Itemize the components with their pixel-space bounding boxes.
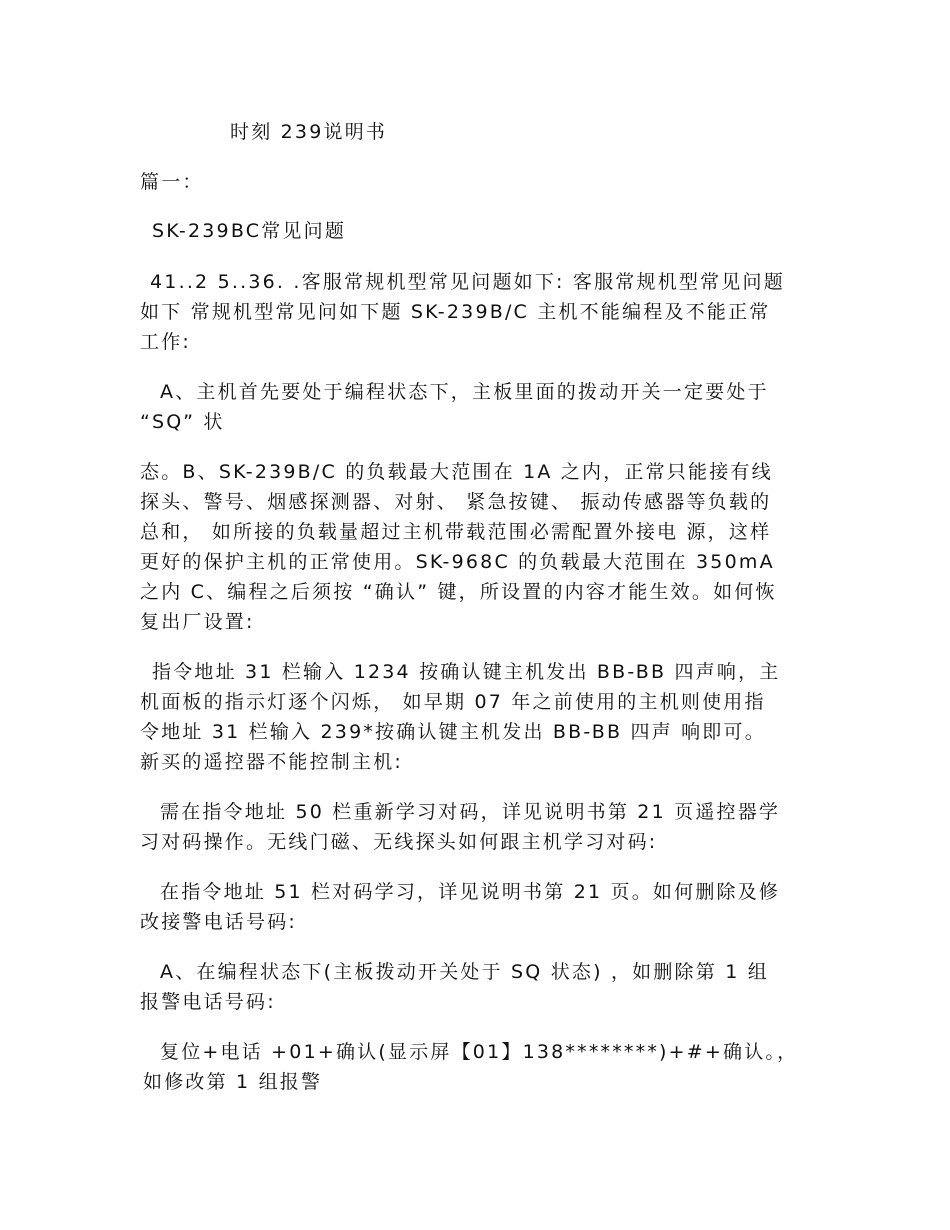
paragraph-line: 总和， 如所接的负载量超过主机带载范围必需配置外接电 源，这样 xyxy=(140,521,772,543)
section-heading: 篇一： xyxy=(140,171,204,193)
paragraph-line: 探头、警号、烟感探测器、对射、 紧急按键、 振动传感器等负载的 xyxy=(140,491,772,513)
paragraph-line: 在指令地址 51 栏对码学习，详见说明书第 21 页。如何删除及修 xyxy=(160,881,781,903)
paragraph-line: 41..2 5..36. .客服常规机型常见问题如下: 客服常规机型常见问题 xyxy=(150,271,785,293)
paragraph-line: “SQ” 状 xyxy=(140,411,225,433)
paragraph-line: 复位+电话 +01+确认(显示屏【01】138********)+#+确认。， xyxy=(160,1041,799,1063)
paragraph-line: A、主机首先要处于编程状态下，主板里面的拨动开关一定要处于 xyxy=(160,381,769,403)
paragraph-line: 改接警电话号码: xyxy=(140,911,298,933)
paragraph-line: 工作: xyxy=(140,331,192,353)
document-title: 时刻 239说明书 xyxy=(230,121,388,143)
paragraph-line: 需在指令地址 50 栏重新学习对码，详见说明书第 21 页遥控器学 xyxy=(160,801,781,823)
paragraph-line: 更好的保护主机的正常使用。SK-968C 的负载最大范围在 350mA xyxy=(140,551,775,573)
paragraph-line: 机面板的指示灯逐个闪烁， 如早期 07 年之前使用的主机则使用指 xyxy=(140,691,766,713)
paragraph-line: 态。B、SK-239B/C 的负载最大范围在 1A 之内，正常只能接有线 xyxy=(140,461,773,483)
paragraph-line: 如下 常规机型常见问如下题 SK-239B/C 主机不能编程及不能正常 xyxy=(140,301,771,323)
paragraph-line: 复出厂设置: xyxy=(140,611,255,633)
paragraph-line: 习对码操作。无线门磁、无线探头如何跟主机学习对码: xyxy=(140,831,658,853)
paragraph-line: 指令地址 31 栏输入 1234 按确认键主机发出 BB-BB 四声响，主 xyxy=(152,661,781,683)
paragraph-line: 新买的遥控器不能控制主机: xyxy=(140,751,404,773)
paragraph-line: 之内 C、编程之后须按 “确认” 键，所设置的内容才能生效。如何恢 xyxy=(140,581,777,603)
paragraph-line: 如修改第 1 组报警 xyxy=(143,1071,323,1093)
paragraph-line: 令地址 31 栏输入 239*按确认键主机发出 BB-BB 四声 响即可。 xyxy=(140,721,766,743)
paragraph-line: A、在编程状态下(主板拨动开关处于 SQ 状态) ，如删除第 1 组 xyxy=(160,961,769,983)
paragraph-line: 报警电话号码: xyxy=(140,991,276,1013)
subheading: SK-239BC常见问题 xyxy=(152,220,347,242)
